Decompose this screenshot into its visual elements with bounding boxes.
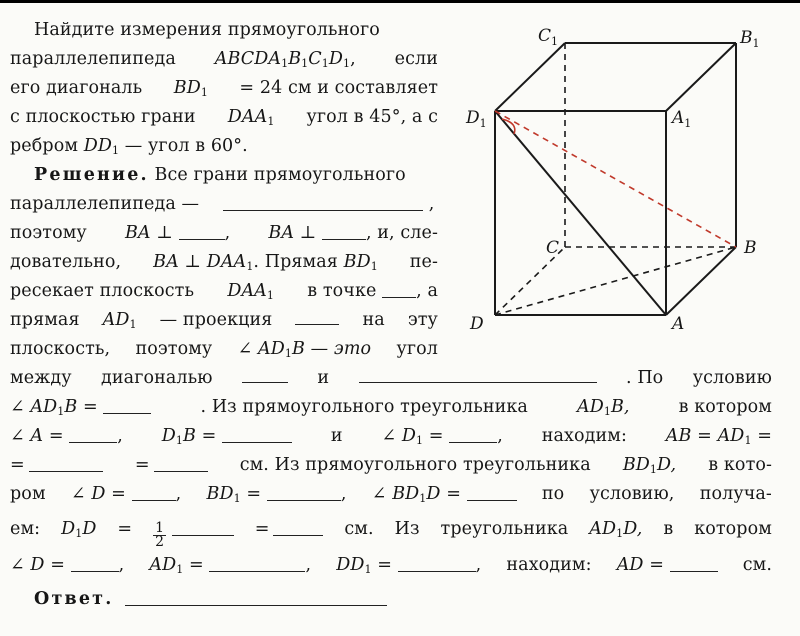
- blank[interactable]: [670, 557, 718, 572]
- blank[interactable]: [222, 428, 292, 443]
- solution-line-6: прямая $AD_1$ — проекция на эту: [10, 310, 438, 331]
- problem-line-2: параллелепипеда $ABCDA_1B_1C_1D_1$, если: [10, 49, 438, 70]
- blank[interactable]: [209, 557, 305, 572]
- problem-line-3: его диагональ $BD_1$ = 24 см и составляет: [10, 78, 438, 99]
- blank[interactable]: [172, 521, 234, 536]
- parallelepiped-figure: [440, 3, 780, 343]
- label-B: B: [744, 238, 757, 258]
- label-D: D: [470, 314, 484, 334]
- solution-line-5: ресекает плоскость $DAA_1$ в точке , а: [10, 281, 438, 302]
- fraction-one-half: $\frac{1}{2}$: [155, 520, 165, 550]
- label-C: C: [546, 238, 560, 258]
- blank[interactable]: [359, 368, 597, 383]
- problem-line-1: Найдите измерения прямоугольного: [34, 20, 380, 40]
- label-A1: $A_1$: [672, 108, 692, 130]
- blank[interactable]: [132, 486, 176, 501]
- solution-line-2: параллелепипеда — ,: [10, 194, 435, 214]
- blank[interactable]: [179, 225, 225, 240]
- blank[interactable]: [322, 225, 366, 240]
- blank[interactable]: [242, 368, 288, 383]
- space-diagonal-D1B: [495, 111, 736, 247]
- label-A: A: [672, 314, 685, 334]
- blank[interactable]: [295, 310, 339, 325]
- blank[interactable]: [273, 521, 323, 536]
- blank[interactable]: [398, 557, 476, 572]
- edge-D1C1: [495, 43, 565, 111]
- blank[interactable]: [382, 283, 416, 298]
- solution-line-4: довательно, BA ⊥ $DAA_1$. Прямая $BD_1$ пе-: [10, 252, 438, 273]
- label-B1: $B_1$: [740, 28, 760, 50]
- solution-line-13: ем: $D_1D$ = $\frac{1}{2}$ = см. Из треугольника $AD_1D$, в котором: [10, 519, 772, 550]
- solution-line-1: Решение. Все грани прямоугольного: [34, 165, 406, 185]
- solution-line-10: ∠ A = , $D_1B$ = и ∠ $D_1$ = , находим: AB = $AD_1$ =: [10, 426, 772, 447]
- blank[interactable]: [71, 557, 119, 572]
- edge-B1A1: [666, 43, 736, 111]
- solution-line-11: = = см. Из прямоугольного треугольника $BD_1D$, в кото-: [10, 455, 772, 476]
- solution-line-12: ром ∠ D = , $BD_1$ = , ∠ $BD_1D$ = по условию, получа-: [10, 484, 772, 505]
- segment-D1A: [495, 111, 666, 315]
- answer-blank[interactable]: [125, 591, 387, 606]
- solution-line-9: ∠ $AD_1B$ = . Из прямоугольного треугольника $AD_1B$, в котором: [10, 397, 772, 418]
- blank[interactable]: [467, 486, 517, 501]
- blank[interactable]: [103, 399, 151, 414]
- blank[interactable]: [223, 196, 423, 211]
- label-C1: $C_1$: [538, 26, 559, 48]
- label-D1: $D_1$: [466, 108, 487, 130]
- solution-line-8: между диагональю и . По условию: [10, 368, 772, 388]
- solution-line-7: плоскость, поэтому ∠ $AD_1B$ — это угол: [10, 339, 438, 360]
- blank[interactable]: [449, 428, 497, 443]
- problem-line-4: с плоскостью грани $DAA_1$ угол в 45°, а с: [10, 107, 438, 128]
- blank[interactable]: [69, 428, 117, 443]
- solution-line-3: поэтому BA ⊥ , BA ⊥ , и, сле-: [10, 223, 438, 243]
- blank[interactable]: [29, 457, 103, 472]
- solution-line-14: ∠ D = , $AD_1$ = , $DD_1$ = , находим: AD = см.: [10, 555, 772, 576]
- blank[interactable]: [154, 457, 208, 472]
- answer-line: Ответ.: [34, 588, 387, 610]
- problem-line-5: ребром $DD_1$ — угол в 60°.: [10, 136, 248, 157]
- blank[interactable]: [267, 486, 341, 501]
